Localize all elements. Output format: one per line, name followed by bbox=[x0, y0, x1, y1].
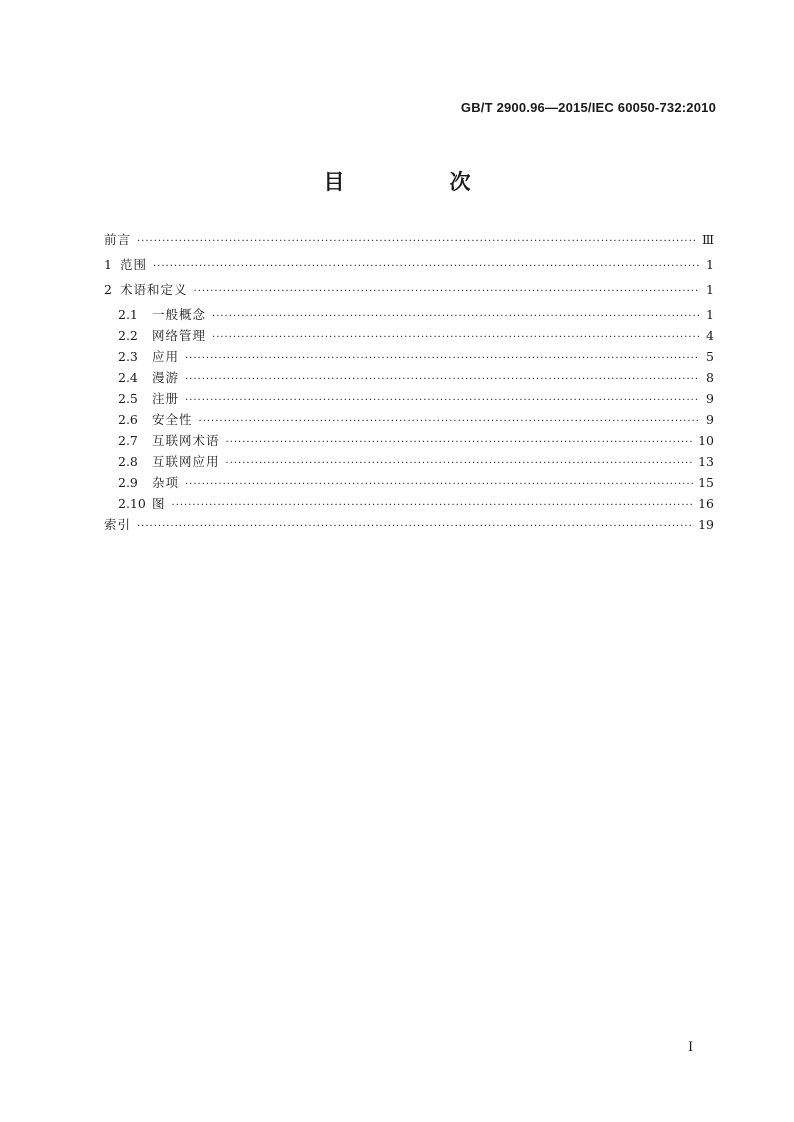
toc-entry-2-8[interactable] bbox=[104, 452, 714, 473]
toc-entry-number: 2.7 bbox=[118, 433, 138, 448]
toc-entry-label: 术语和定义 bbox=[120, 282, 188, 297]
toc-entry-label: 图 bbox=[152, 496, 166, 511]
table-of-contents bbox=[104, 230, 714, 536]
toc-entry-2-3[interactable] bbox=[104, 347, 714, 368]
toc-leader-dots bbox=[153, 261, 700, 272]
toc-leader-dots bbox=[199, 416, 700, 427]
toc-entry-label: 互联网应用 bbox=[152, 454, 220, 469]
toc-entry-number: 2.8 bbox=[118, 454, 138, 469]
toc-leader-dots bbox=[172, 500, 695, 511]
toc-entry-page: 5 bbox=[706, 349, 714, 364]
toc-entry-label: 漫游 bbox=[152, 370, 180, 385]
toc-leader-dots bbox=[212, 311, 700, 322]
toc-entry-scope[interactable] bbox=[104, 255, 714, 280]
toc-leader-dots bbox=[194, 286, 700, 297]
toc-entry-page: 15 bbox=[698, 475, 714, 490]
toc-entry-page: Ⅲ bbox=[701, 232, 714, 247]
toc-entry-label: 索引 bbox=[104, 517, 132, 532]
toc-entry-label: 网络管理 bbox=[152, 328, 207, 343]
toc-entry-number: 2.2 bbox=[118, 328, 138, 343]
toc-entry-number: 2.9 bbox=[118, 475, 138, 490]
toc-leader-dots bbox=[226, 437, 695, 448]
toc-entry-number: 2.1 bbox=[118, 307, 138, 322]
toc-leader-dots bbox=[137, 236, 698, 247]
toc-entry-page: 13 bbox=[698, 454, 714, 469]
toc-entry-page: 10 bbox=[698, 433, 714, 448]
toc-entry-number: 2.10 bbox=[118, 496, 146, 511]
toc-leader-dots bbox=[185, 479, 694, 490]
toc-entry-page: 16 bbox=[698, 496, 714, 511]
toc-entry-number: 1 bbox=[104, 257, 112, 272]
toc-entry-page: 1 bbox=[706, 257, 714, 272]
toc-entry-page: 9 bbox=[706, 412, 714, 427]
toc-entry-page: 19 bbox=[698, 517, 714, 532]
toc-entry-label: 一般概念 bbox=[152, 307, 207, 322]
toc-entry-page: 1 bbox=[706, 307, 714, 322]
page-title: 目 次 bbox=[323, 170, 513, 194]
toc-entry-label: 注册 bbox=[152, 391, 180, 406]
toc-entry-page: 4 bbox=[706, 328, 714, 343]
toc-entry-label: 范围 bbox=[120, 257, 148, 272]
toc-leader-dots bbox=[185, 374, 700, 385]
toc-entry-2-10[interactable] bbox=[104, 494, 714, 515]
toc-entry-label: 前言 bbox=[104, 232, 132, 247]
toc-entry-2-7[interactable] bbox=[104, 431, 714, 452]
toc-entry-2-5[interactable] bbox=[104, 389, 714, 410]
toc-entry-label: 杂项 bbox=[152, 475, 180, 490]
toc-leader-dots bbox=[185, 353, 700, 364]
toc-entry-number: 2.4 bbox=[118, 370, 138, 385]
toc-entry-page: 1 bbox=[706, 282, 714, 297]
toc-entry-number: 2 bbox=[104, 282, 112, 297]
toc-entry-2-6[interactable] bbox=[104, 410, 714, 431]
toc-entry-page: 9 bbox=[706, 391, 714, 406]
toc-entry-label: 应用 bbox=[152, 349, 180, 364]
toc-entry-number: 2.3 bbox=[118, 349, 138, 364]
toc-entry-label: 安全性 bbox=[152, 412, 193, 427]
toc-entry-number: 2.5 bbox=[118, 391, 138, 406]
toc-entry-2-2[interactable] bbox=[104, 326, 714, 347]
toc-entry-number: 2.6 bbox=[118, 412, 138, 427]
toc-leader-dots bbox=[226, 458, 695, 469]
toc-entry-2-4[interactable] bbox=[104, 368, 714, 389]
toc-leader-dots bbox=[185, 395, 700, 406]
toc-entry-label: 互联网术语 bbox=[152, 433, 220, 448]
toc-entry-2-1[interactable] bbox=[104, 305, 714, 326]
toc-leader-dots bbox=[212, 332, 700, 343]
toc-entry-preface[interactable] bbox=[104, 230, 714, 255]
page-number: I bbox=[688, 1040, 694, 1055]
toc-entry-terms[interactable] bbox=[104, 280, 714, 305]
standard-code-header: GB/T 2900.96—2015/IEC 60050-732:2010 bbox=[460, 100, 716, 115]
toc-leader-dots bbox=[137, 521, 694, 532]
toc-entry-index[interactable] bbox=[104, 515, 714, 536]
toc-entry-2-9[interactable] bbox=[104, 473, 714, 494]
toc-entry-page: 8 bbox=[706, 370, 714, 385]
